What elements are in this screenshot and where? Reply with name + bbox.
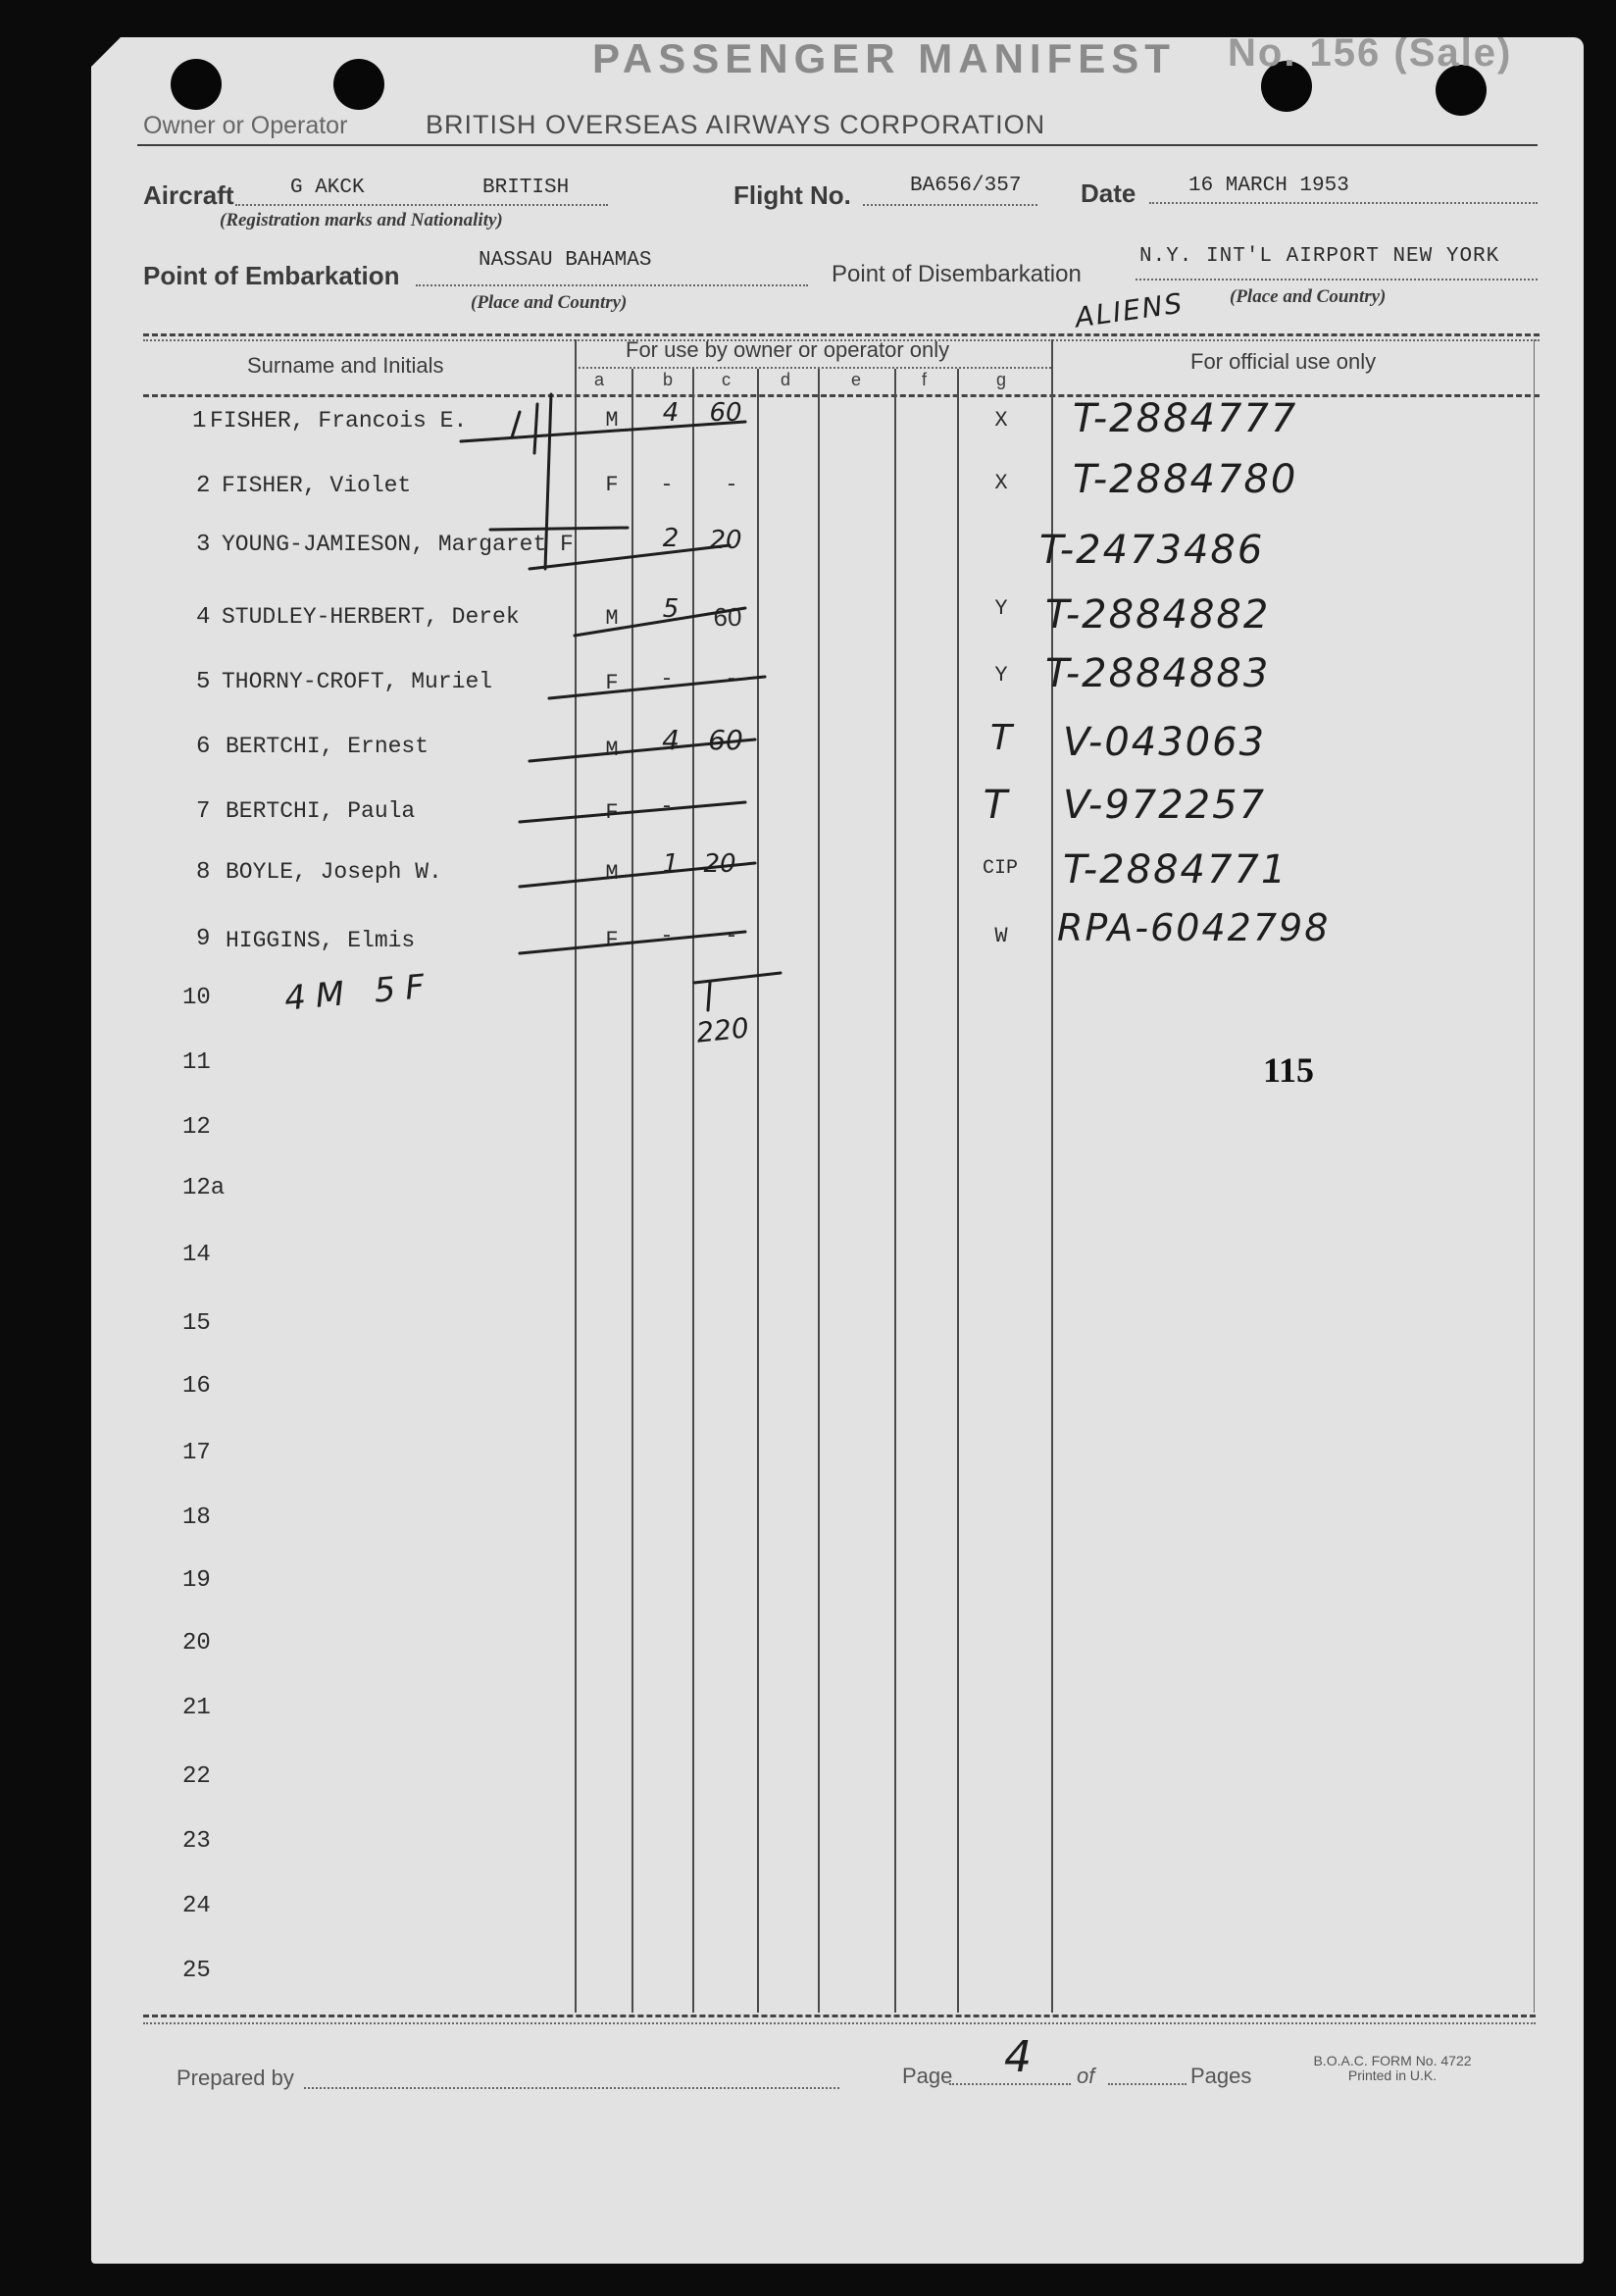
col-e-header: e [851, 370, 862, 389]
cell-c: - [725, 924, 738, 948]
aircraft-nationality: BRITISH [482, 177, 570, 199]
passenger-name: BERTCHI, Ernest [226, 734, 429, 759]
row-number: 8 [196, 859, 211, 886]
cell-g: X [994, 471, 1008, 495]
col-g-header: g [996, 370, 1007, 389]
disembarkation-label: Point of Disembarkation [832, 261, 1082, 287]
of-label: of [1077, 2064, 1095, 2088]
cell-g: Y [994, 596, 1008, 621]
cell-a: F [605, 473, 619, 497]
row-number: 6 [196, 734, 211, 760]
cell-a: M [605, 738, 619, 762]
passenger-name: THORNY-CROFT, Muriel [222, 669, 493, 694]
official-ticket: T-2884777 [1073, 396, 1298, 441]
disembarkation-value: N.Y. INT'L AIRPORT NEW YORK [1139, 245, 1500, 268]
col-b-header: b [663, 370, 674, 389]
page-number: 4 [1004, 2032, 1034, 2082]
prepared-by-line[interactable] [304, 2087, 839, 2089]
cell-a: F [605, 671, 619, 695]
passenger-name: BOYLE, Joseph W. [226, 859, 442, 885]
cell-b: - [660, 924, 674, 948]
cell-a: F [605, 928, 619, 952]
surname-header: Surname and Initials [247, 353, 444, 378]
owner-value: BRITISH OVERSEAS AIRWAYS CORPORATION [426, 110, 1046, 139]
embarkation-label: Point of Embarkation [143, 261, 400, 290]
official-ticket: V-972257 [1063, 783, 1267, 828]
row-number: 17 [182, 1440, 211, 1466]
passenger-tally: 4M 5F [282, 966, 436, 1019]
cell-g: T [983, 783, 1008, 828]
cell-b: 4 [662, 398, 680, 428]
aircraft-label: Aircraft [143, 180, 234, 210]
flight-label: Flight No. [733, 180, 851, 210]
cell-b: - [660, 667, 674, 691]
cell-b: - [660, 473, 674, 497]
stamp-number: 115 [1263, 1050, 1315, 1090]
cell-g: T [990, 718, 1012, 758]
cell-b: 4 [662, 724, 680, 756]
cell-c: 60 [709, 398, 742, 428]
cell-c: 60 [708, 724, 743, 756]
cell-c: - [725, 473, 738, 497]
col-f-header: f [922, 370, 928, 389]
cell-c: 60 [713, 602, 742, 632]
cell-a: M [605, 606, 619, 631]
cell-b: 2 [662, 524, 680, 553]
official-ticket: T-2473486 [1039, 528, 1265, 573]
row-number: 3 [196, 532, 211, 558]
official-ticket: V-043063 [1063, 720, 1267, 765]
passenger-name: YOUNG-JAMIESON, Margaret F [222, 532, 574, 557]
row-number: 14 [182, 1242, 211, 1268]
passenger-name: FISHER, Francois E. [210, 408, 468, 434]
col-c-header: c [722, 370, 731, 389]
cell-g: X [994, 408, 1008, 433]
manifest-number: No. 156 (Sale) [1228, 31, 1513, 75]
row-number: 12 [182, 1114, 211, 1141]
aircraft-registration: G AKCK [290, 177, 365, 199]
col-a-header: a [594, 370, 605, 389]
row-number: 21 [182, 1695, 211, 1721]
cell-g: Y [994, 663, 1008, 688]
manifest-title: PASSENGER MANIFEST [592, 35, 1176, 81]
row-number: 5 [196, 669, 211, 695]
date-label: Date [1081, 179, 1136, 208]
official-ticket: T-2884883 [1045, 651, 1271, 696]
passenger-name: BERTCHI, Paula [226, 798, 416, 824]
col-d-header: d [781, 370, 791, 389]
official-ticket: T-2884771 [1063, 847, 1288, 893]
cell-g: W [994, 924, 1008, 948]
flight-number: BA656/357 [910, 175, 1022, 197]
passenger-name: STUDLEY-HERBERT, Derek [222, 604, 520, 630]
table-bottom-rule [143, 2015, 1536, 2017]
row-number: 4 [196, 604, 211, 631]
page-line [949, 2083, 1071, 2085]
form-code-line2: Printed in U.K. [1347, 2067, 1438, 2083]
row-number: 18 [182, 1505, 211, 1531]
row-number: 7 [196, 798, 211, 825]
cell-b: - [660, 794, 674, 819]
passenger-name: HIGGINS, Elmis [226, 928, 416, 953]
passenger-name: FISHER, Violet [222, 473, 412, 498]
cell-c: - [725, 667, 738, 691]
row-number: 25 [182, 1958, 211, 1984]
row-number: 19 [182, 1567, 211, 1594]
row-number: 24 [182, 1893, 211, 1919]
cell-c: - [715, 792, 729, 817]
row-number: 15 [182, 1310, 211, 1337]
official-ticket: RPA-6042798 [1057, 906, 1331, 949]
operator-header: For use by owner or operator only [626, 337, 950, 362]
row-number: 20 [182, 1630, 211, 1657]
row-number: 1 [192, 408, 207, 434]
cell-g: CIP [982, 857, 1018, 880]
pages-label: Pages [1190, 2064, 1252, 2088]
official-header: For official use only [1190, 349, 1377, 374]
total-c: 220 [694, 1011, 751, 1049]
row-number: 10 [182, 985, 211, 1011]
row-number: 16 [182, 1373, 211, 1400]
cell-b: 1 [662, 849, 680, 879]
of-line [1108, 2083, 1187, 2085]
disembarkation-caption: (Place and Country) [1230, 286, 1387, 307]
table-bottom-rule-2 [143, 2022, 1536, 2024]
prepared-by-label: Prepared by [177, 2066, 294, 2090]
page-label: Page [902, 2064, 953, 2088]
row-number: 22 [182, 1763, 211, 1790]
official-ticket: T-2884780 [1073, 457, 1298, 502]
row-number: 11 [182, 1049, 211, 1076]
aircraft-caption: (Registration marks and Nationality) [220, 210, 503, 230]
embarkation-caption: (Place and Country) [471, 292, 628, 313]
cell-a: M [605, 408, 619, 433]
embarkation-value: NASSAU BAHAMAS [479, 249, 652, 272]
row-number: 9 [196, 926, 211, 952]
row-number: 2 [196, 473, 211, 499]
aliens-note: ALIENS [1073, 286, 1187, 334]
official-ticket: T-2884882 [1045, 592, 1271, 638]
cell-b: 5 [662, 594, 680, 624]
date-value: 16 MARCH 1953 [1188, 175, 1349, 197]
cell-c: 20 [709, 526, 742, 555]
row-number: 12a [182, 1175, 226, 1201]
form-code [1304, 2054, 1481, 2083]
cell-a: F [605, 800, 619, 825]
owner-label: Owner or Operator [143, 112, 348, 139]
cell-c: 20 [703, 849, 736, 879]
cell-a: M [605, 861, 619, 886]
form-code-line1: B.O.A.C. FORM No. 4722 [1313, 2053, 1472, 2068]
row-number: 23 [182, 1828, 211, 1855]
